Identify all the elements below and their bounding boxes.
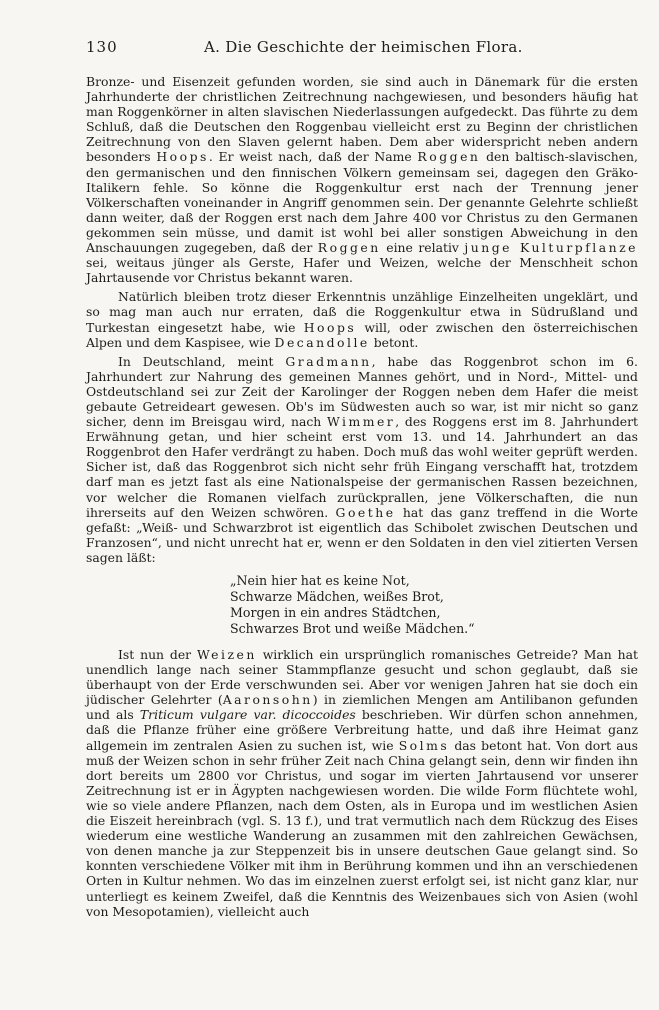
paragraph-2 [86, 289, 638, 349]
spaced-name: Goethe [335, 504, 396, 520]
spaced-name: Decandolle [274, 334, 370, 350]
poem-line: Schwarze Mädchen, weißes Brot, [230, 589, 444, 604]
running-title: A. Die Geschichte der heimischen Flora. [204, 38, 523, 56]
page-header [86, 38, 638, 60]
poem-line: Schwarzes Brot und weiße Mädchen.“ [230, 621, 475, 636]
paragraph-3 [86, 354, 638, 565]
text-run: , habe das Roggenbrot schon im 6. Jahrhundert zur Nahrung des gemeinen Mannes gehört, und in Nord-, Mittel- und Ostdeutschland sei zur Zeit der Karolinger der Roggen neben dem Hafer die meist gebaute Getreideart gewesen. Ob's im Südwesten auch so war, ist mir nicht so ganz sicher, denn im Breisgau wird, nach [86, 353, 638, 430]
text-run: den baltisch-slavischen, den germanischen und den finnischen Völkern gemeinsam sei, dagegen den Gräko-Italikern fehle. So könne die Roggenkultur erst nach der Trennung jener Völkerschaften voneinander in Angriff genommen sein. Der genannte Gelehrte schließt dann weiter, daß der Roggen erst nach dem Jahre 400 vor Christus zu den Germanen gekommen sein müsse, und damit ist wohl bei aller sonstigen Abweichung in den Anschauungen zugegeben, daß der [86, 149, 638, 256]
spaced-name: Hoops [156, 149, 209, 165]
text-run: Ist nun der [118, 647, 197, 662]
spaced-term: junge Kulturpflanze [464, 240, 638, 256]
text-run: will, oder zwischen den österreichischen Alpen und dem Kaspisee, wie [86, 319, 638, 350]
text-run: , des Roggens erst im 8. Jahrhundert Erwähnung getan, und hier scheint erst vom 13. und 14. Jahrhundert an das Roggenbrot den Hafer verdrängt zu haben. Doch muß das wohl weiter geprüft werden. Sicher ist, daß das Roggenbrot sich nicht sehr früh Eingang verschafft hat, trotzdem darf man es jetzt fast als eine Nationalspeise der germanischen Rassen bezeichnen, vor welcher die Romanen vielfach zurückprallen, jene Völkerschaften, die nun ihrerseits auf den Weizen schwören. [86, 414, 638, 520]
text-run: das betont hat. Von dort aus muß der Weizen schon in sehr früher Zeit nach China gelangt sein, denn wir finden ihn dort bereits um 2800 vor Christus, und sogar im vierten Jahrtausend vor unserer Zeitrechnung ist er in Ägypten nachgewiesen worden. Die wilde Form flüchtete wohl, wie so viele andere Pflanzen, nach dem Osten, als in Europa und im westlichen Asien die Eiszeit hereinbrach (vgl. S. 13 f.), und trat vermutlich nach dem Rückzug des Eises wiederum eine westliche Wanderung an zusammen mit den zahlreichen Gewächsen, von denen manche ja zur Steppenzeit bis in unsere deutschen Gaue gelangt sind. So konnten verschiedene Völker mit ihm in Berührung kommen und ihn an verschiedenen Orten in Kultur nehmen. Wo das im einzelnen zuerst erfolgt sei, ist nicht ganz klar, nur unterliegt es keinem Zweifel, daß die Kenntnis des Weizenbaues sich von Asien (wohl von Mesopotamien), vielleicht auch [86, 737, 638, 919]
text-run: sei, weitaus jünger als Gerste, Hafer und Weizen, welche der Menschheit schon Jahrtausende vor Christus bekannt waren. [86, 255, 638, 286]
paragraph-4 [86, 647, 638, 919]
text-run: betont. [369, 334, 419, 350]
text-run: . Er weist nach, daß der Name [208, 149, 418, 165]
text-run: hat das ganz treffend in die Worte gefaßt: „Weiß- und Schwarzbrot ist eigentlich das Schibolet zwischen Deutschen und Franzosen“, und nicht unrecht hat er, wenn er den Soldaten in den viel zitierten Versen sagen läßt: [86, 504, 639, 565]
latin-species-name: Triticum vulgare var. dicoccoides [139, 707, 356, 723]
text-run: eine relativ [380, 240, 465, 256]
spaced-name: Wimmer [327, 414, 396, 430]
poem-line: „Nein hier hat es keine Not, [230, 573, 410, 588]
spaced-name: Weizen [196, 647, 257, 662]
text-run: Natürlich bleiben trotz dieser Erkenntnis unzählige Einzelheiten ungeklärt, und so mag man auch nur erraten, daß die Roggenkultur etwa in Südrußland und Turkestan eingesetzt habe, wie [86, 289, 638, 335]
spaced-name: Roggen [317, 240, 381, 256]
page-number: 130 [86, 38, 118, 56]
text-run: wirklich ein ursprünglich romanisches Getreide? Man hat unendlich lange nach seiner Stammpflanze gesucht und schon geglaubt, daß sie überhaupt von der Erde verschwunden sei. Aber vor wenigen Jahren hat sie doch ein jüdischer Gelehrter ( [86, 647, 638, 708]
book-page [86, 38, 638, 919]
spaced-name: Solms [398, 737, 450, 753]
paragraph-1 [86, 74, 638, 285]
spaced-name: Roggen [417, 149, 481, 165]
poem-line: Morgen in ein andres Städtchen, [230, 605, 441, 620]
spaced-name: Aaronsohn [222, 692, 313, 708]
text-run: beschrieben. Wir dürfen schon annehmen, daß die Pflanze früher eine größere Verbreitung hatte, und daß ihre Heimat ganz allgemein im zentralen Asien zu suchen ist, wie [86, 707, 639, 753]
text-run: ) in ziemlichen Mengen am Antilibanon gefunden und als [86, 692, 638, 723]
text-run: Bronze- und Eisenzeit gefunden worden, sie sind auch in Dänemark für die ersten Jahrhunderte der christlichen Zeitrechnung nachgewiesen, und besonders häufig hat man Roggenkörner in alten slavischen Niederlassungen aufgedeckt. Das führte zu dem Schluß, daß die Deutschen den Roggenbau vielleicht erst zu Beginn der christlichen Zeitrechnung von den Slaven gelernt haben. Dem aber widerspricht neben andern besonders [86, 74, 638, 165]
spaced-name: Hoops [303, 319, 357, 335]
text-run: In Deutschland, meint [118, 353, 286, 369]
spaced-name: Gradmann [285, 353, 372, 369]
poem-quote [230, 573, 638, 637]
